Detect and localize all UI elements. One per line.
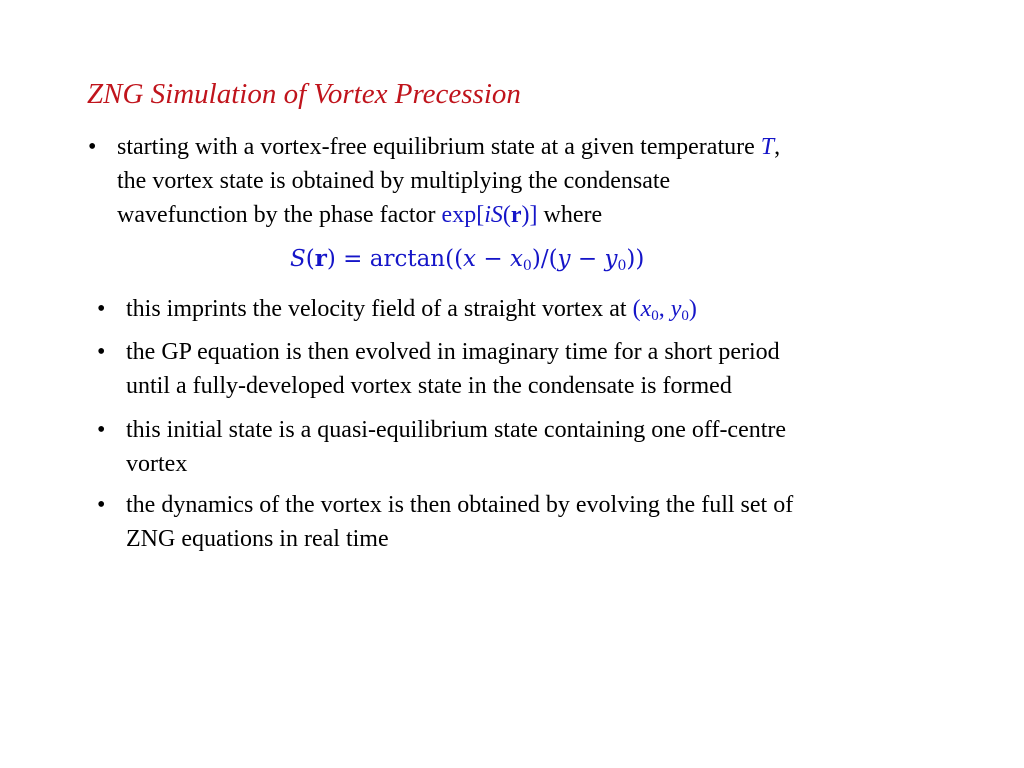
bullet-marker: • [97, 417, 106, 443]
math-part: x [640, 296, 652, 322]
bullet-line: until a fully-developed vortex state in the condensate is formed [126, 373, 732, 399]
math-part: , [658, 296, 671, 322]
bullet-line: vortex [126, 451, 188, 477]
formula-part: r [314, 245, 327, 272]
formula-part: S [290, 246, 306, 272]
math-part: exp[ [441, 202, 485, 228]
bullet-text-3 [126, 335, 780, 403]
formula-subscript: 0 [522, 258, 532, 274]
math-part: )] [521, 202, 538, 228]
math-part: iS [484, 202, 503, 228]
formula-part: )) [626, 246, 645, 272]
bullet-line: this initial state is a quasi-equilibrium state containing one off-centre [126, 417, 787, 443]
bullet-text-1 [117, 130, 780, 232]
formula-part: x [509, 246, 523, 272]
bullet-line [117, 130, 780, 164]
math-vortex-position [633, 296, 697, 322]
bullet-line: the GP equation is then evolved in imaginary time for a short period [126, 339, 780, 365]
math-subscript: 0 [681, 308, 689, 324]
bullet-text-4 [126, 413, 786, 481]
formula-part: y [557, 246, 571, 272]
bullet-marker: • [97, 339, 106, 365]
bullet-marker: • [88, 134, 97, 160]
bullet-text-2 [126, 292, 697, 326]
bullet-line: the vortex state is obtained by multiplying the condensate [117, 168, 671, 194]
formula-part: x [463, 246, 477, 272]
math-phase-factor [442, 202, 538, 228]
math-temperature: T [760, 134, 775, 160]
bullet-line: ZNG equations in real time [126, 526, 389, 552]
bullet-line-punct: , [774, 134, 781, 160]
bullet-line: the dynamics of the vortex is then obtained by evolving the full set of [126, 492, 794, 518]
formula-part: y [604, 246, 618, 272]
formula-part: )/( [531, 246, 558, 272]
bullet-line [117, 198, 780, 232]
math-part: r [510, 202, 522, 228]
bullet-text-5 [126, 488, 793, 556]
formula-part: − [476, 246, 510, 272]
math-subscript: 0 [651, 308, 659, 324]
bullet-line [126, 292, 697, 326]
phase-formula [290, 245, 644, 272]
bullet-marker: • [97, 296, 106, 322]
bullet-line-text: wavefunction by the phase factor [117, 202, 442, 228]
bullet-line-text: this imprints the velocity field of a straight vortex at [126, 296, 633, 322]
formula-subscript: 0 [617, 258, 627, 274]
bullet-line-text: starting with a vortex-free equilibrium state at a given temperature [117, 134, 761, 160]
math-part: ( [632, 296, 641, 322]
bullet-line-text: where [537, 202, 603, 228]
math-part: ) [688, 296, 697, 322]
bullet-marker: • [97, 492, 106, 518]
formula-part: − [570, 246, 605, 272]
math-part: y [670, 296, 682, 322]
slide-title: ZNG Simulation of Vortex Precession [87, 78, 521, 110]
math-part: ( [502, 202, 511, 228]
formula-part: ) = arctan(( [326, 246, 464, 272]
formula-part: ( [305, 246, 315, 272]
